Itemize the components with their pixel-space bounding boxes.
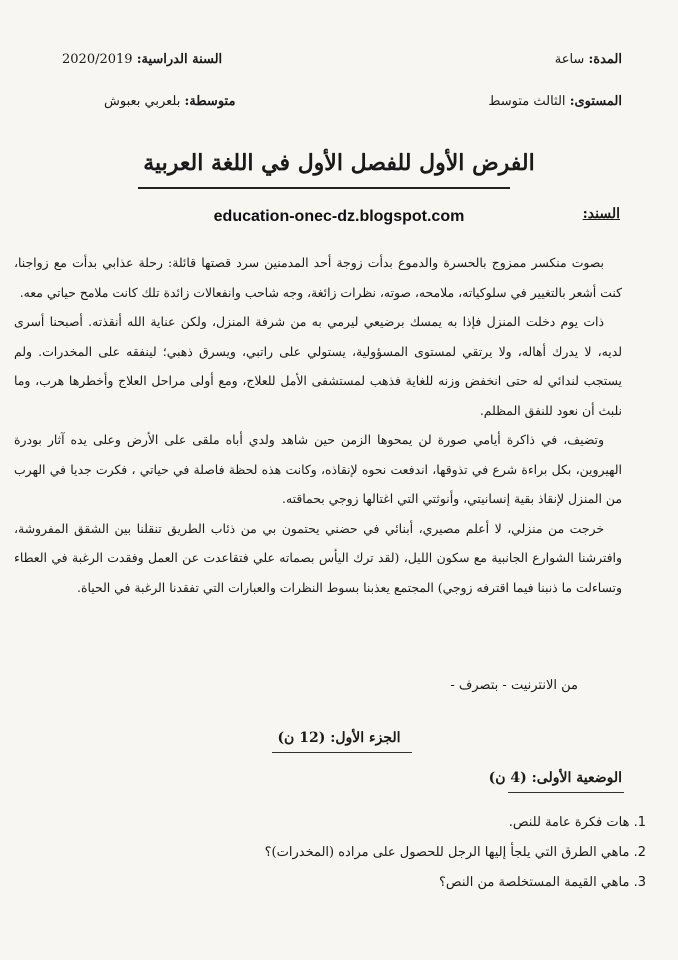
questions-list [126, 808, 646, 898]
blog-watermark: education-onec-dz.blogspot.com [213, 208, 465, 225]
duration-field [555, 52, 622, 67]
question-text: هات فكرة عامة للنص. [508, 815, 630, 830]
source-text [14, 248, 622, 602]
part-title-underline [272, 752, 412, 753]
duration-label: المدة: [588, 52, 622, 67]
source-label: السند: [582, 206, 620, 222]
source-attribution: من الانترنيت - بتصرف - [450, 678, 578, 693]
situation-one-title: الوضعية الأولى: (4 ن) [488, 770, 622, 786]
school-year-label: السنة الدراسية: [136, 52, 223, 67]
paragraph-3: وتضيف، في ذاكرة أيامي صورة لن يمحوها الزمن حين شاهد ولدي أباه ملقى على الأرض وعلى يده آثار بودرة الهيروين، بكل براءة شرع في تذوقها، اندفعت نحوه لإنقاذه، وكانت هذه لحظة فاصلة في حياتي ، فكرت جديا في الهرب من المنزل لإنقاذ بقية إنسانيتي، وأنوثتي التي اغتالها زوجي بحماقته. [14, 432, 622, 506]
school-year-value: 2020/2019 [62, 52, 133, 67]
school-value: بلعربي بعبوش [104, 94, 181, 109]
title-underline [138, 187, 510, 189]
paragraph-4: خرجت من منزلي، لا أعلم مصيري، أبنائي في حضني يحتمون بي من ذئاب الطريق تنقلنا بين الشقق المفروشة، وافترشنا الشوارع الجانبية مع سكون الليل، (لقد ترك اليأس بصماته علي فتقاعدت عن العمل وفقدت الرغبة في العطاء وتساءلت ما ذنبنا فيما اقترفه زوجي) المجتمع يعذبنا بسوط النظرات والعبارات التي تفقدنا الرغبة في الحياة. [14, 520, 622, 595]
situation-underline [508, 792, 624, 793]
question-item [126, 868, 646, 898]
level-label: المستوى: [569, 94, 622, 109]
exam-title: الفرض الأول للفصل الأول في اللغة العربية [143, 150, 535, 176]
level-value: الثالث متوسط [488, 94, 566, 109]
duration-value: ساعة [554, 52, 585, 67]
paragraph-1: بصوت منكسر ممزوج بالحسرة والدموع بدأت زوجة أحد المدمنين سرد قصتها قائلة: رحلة عذابي بدأت مع زواجنا، كنت أشعر بالتغيير في سلوكياته، ملامحه، صوته، نظرات زائغة، وجه شاحب وانفعالات زائدة تلك كانت ملامح حياتي معه. [14, 255, 622, 300]
school-field [104, 94, 235, 109]
question-item [126, 838, 646, 868]
part-one-title: الجزء الأول: (12 ن) [277, 730, 401, 746]
question-number: 1. [633, 815, 646, 830]
question-text: ماهي القيمة المستخلصة من النص؟ [439, 875, 630, 890]
school-year-field [62, 52, 222, 67]
question-number: 3. [633, 875, 646, 890]
question-number: 2. [633, 845, 646, 860]
question-item [126, 808, 646, 838]
paragraph-2: ذات يوم دخلت المنزل فإذا به يمسك برضيعي ليرمي به من شرفة المنزل، ولكن عناية الله أنقذته. أصبحنا أسرى لديه، لا يدرك أهاله، ولا يرتقي لمستوى المسؤولية، يستولي على راتبي، ويسرق ذهبي؛ لينفقه على المخدرات. ولم يستجب لندائي له حتى انخفض وزنه للغاية فذهب لمستشفى الأمل للعلاج، ومع أولى مراحل العلاج وأخطرها هرب، وما نلبث أن نعود للنفق المظلم. [14, 314, 622, 418]
level-field [488, 94, 622, 109]
question-text: ماهي الطرق التي يلجأ إليها الرجل للحصول على مراده (المخدرات)؟ [264, 845, 630, 860]
school-label: متوسطة: [184, 94, 236, 109]
